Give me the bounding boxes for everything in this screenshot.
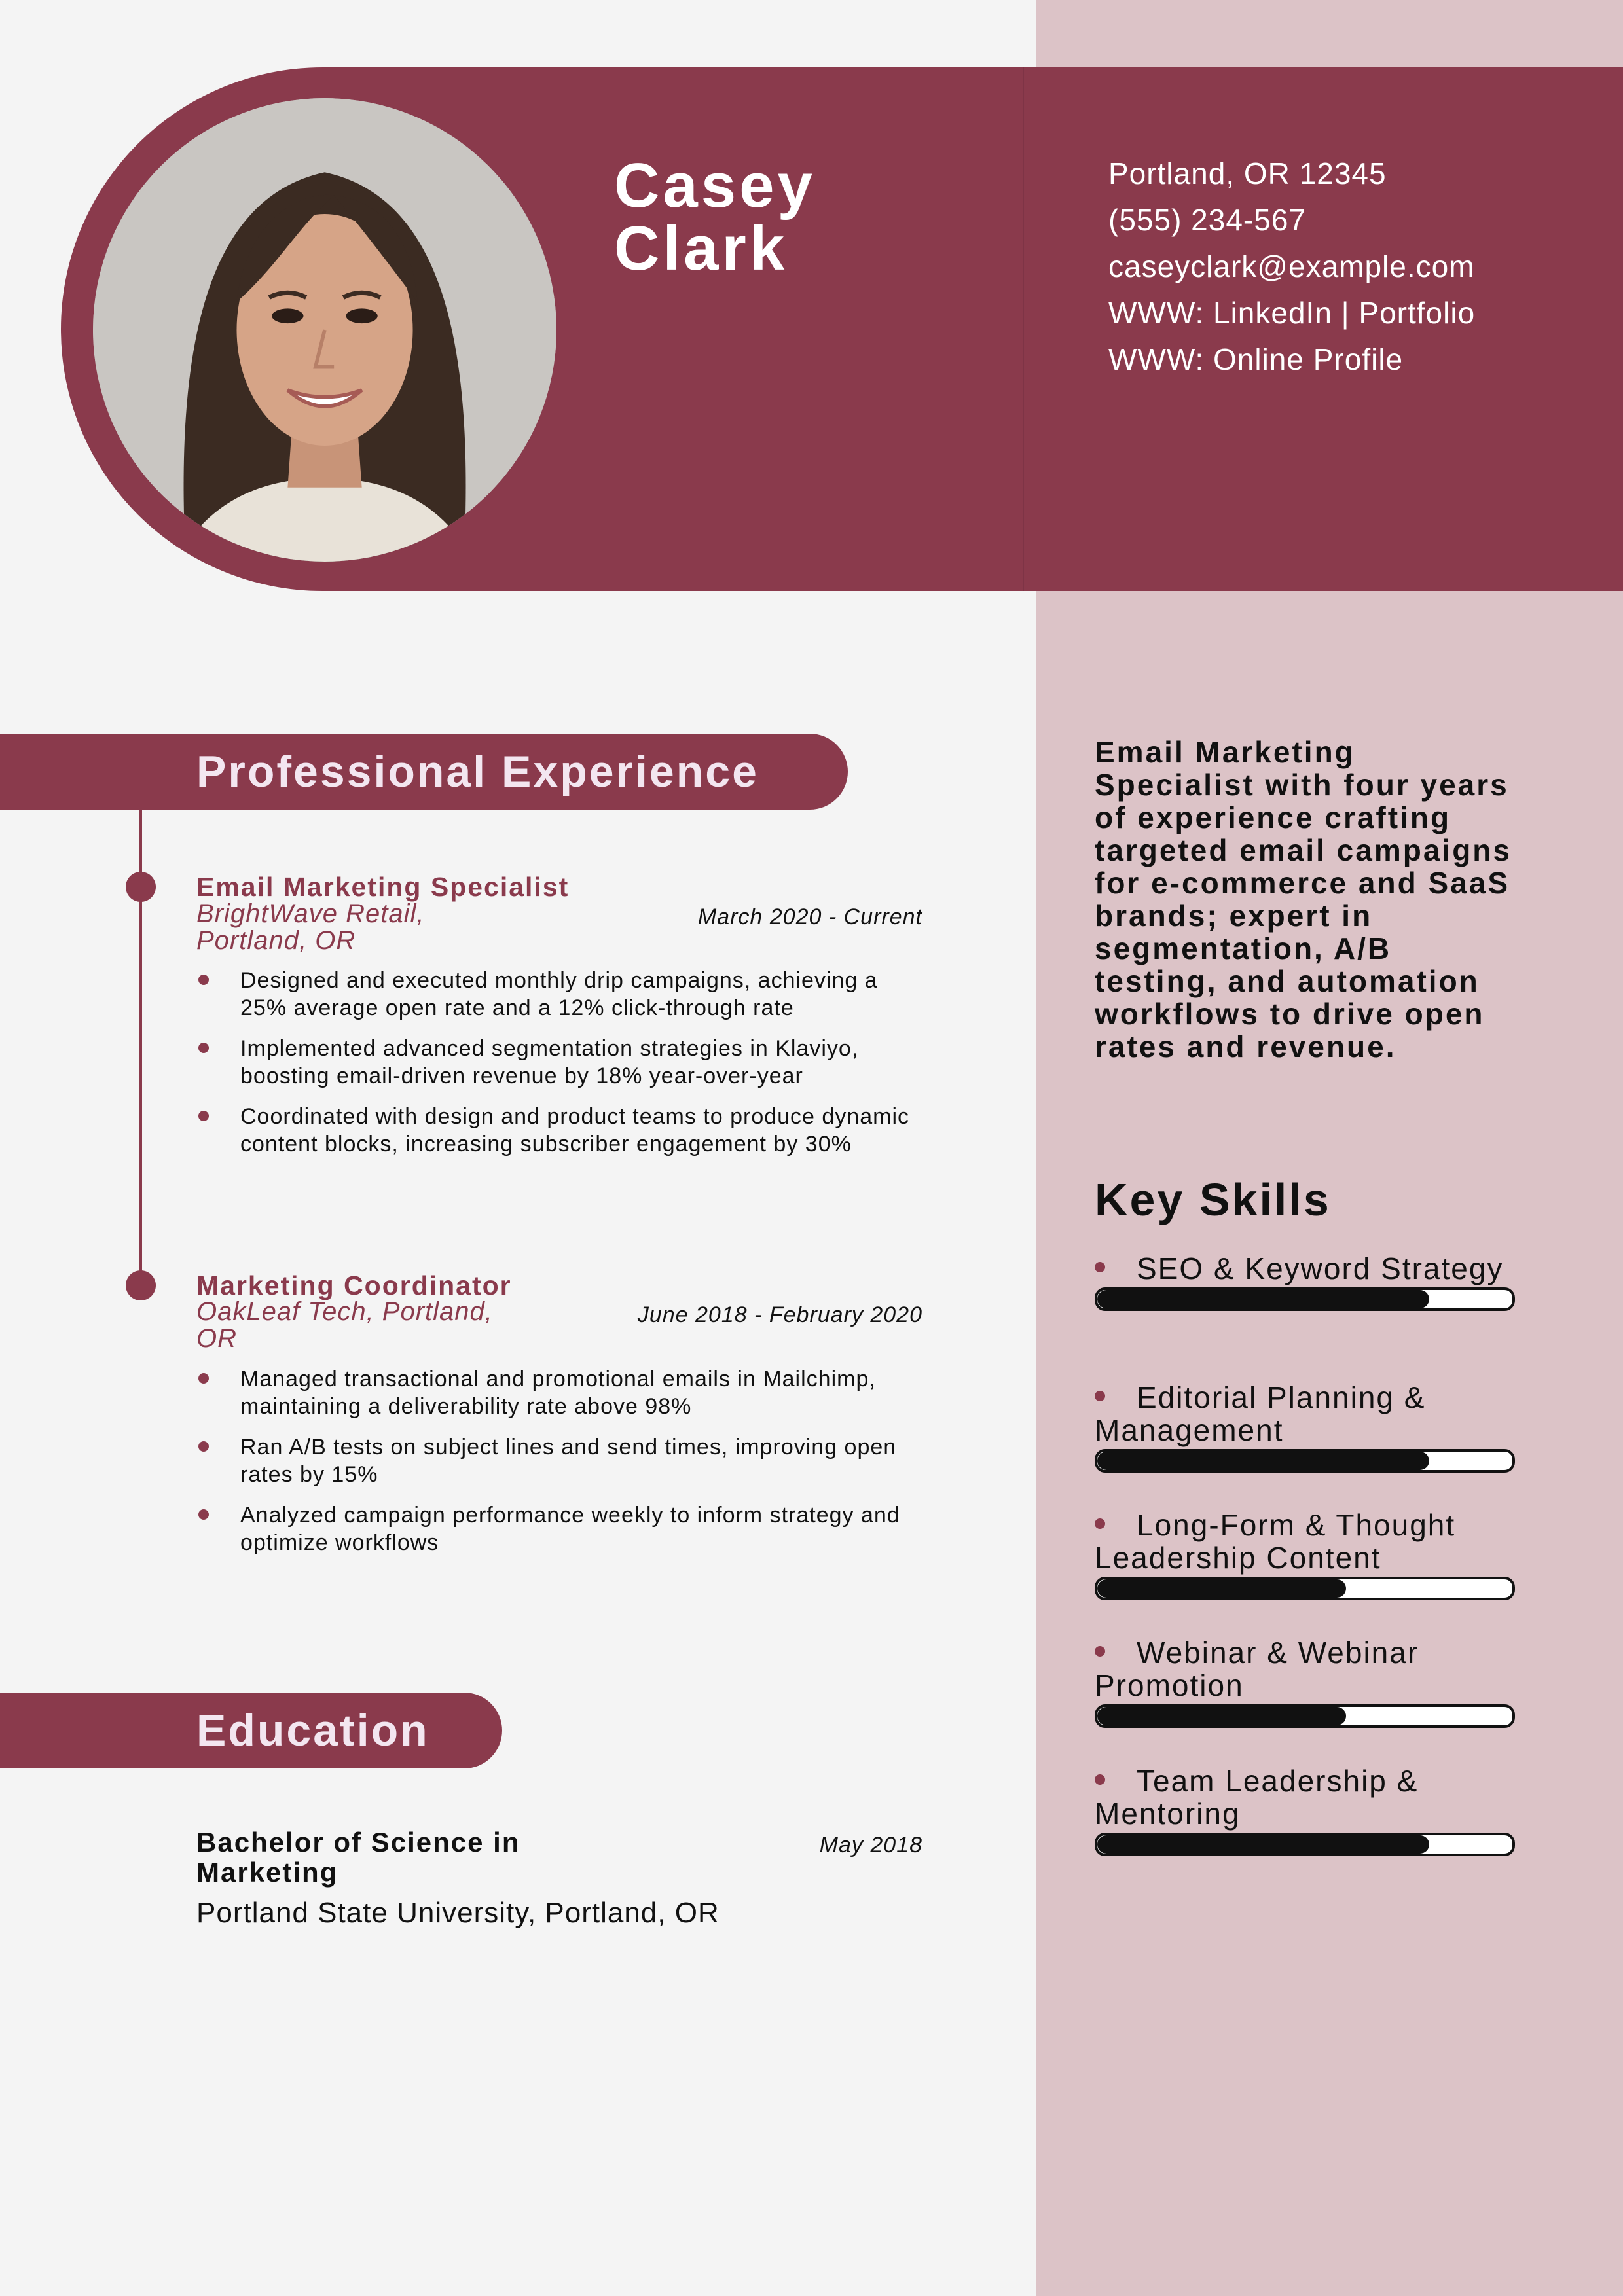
education-date: May 2018 [819, 1833, 922, 1857]
bullet-icon [198, 1043, 209, 1053]
name-first: Casey [614, 151, 816, 221]
job-title: Email Marketing Specialist [196, 872, 570, 902]
skill-label-row [1095, 1636, 1520, 1702]
job-bullets [196, 967, 923, 1171]
job-bullets [196, 1365, 923, 1570]
skill-label-row [1095, 1381, 1520, 1446]
skill-item [1095, 1509, 1520, 1600]
job-dates: March 2020 - Current [697, 905, 922, 929]
skill-label: SEO & Keyword Strategy [1137, 1251, 1504, 1285]
contact-info [1108, 151, 1475, 383]
skill-bar [1095, 1577, 1515, 1600]
skill-label-row [1095, 1509, 1520, 1574]
skill-bar-fill [1097, 1290, 1429, 1308]
list-item [196, 1365, 923, 1420]
job-company [196, 1299, 493, 1352]
bullet-icon [198, 1509, 209, 1520]
timeline-dot [126, 872, 156, 902]
list-item [196, 1035, 923, 1090]
bullet-text: Ran A/B tests on subject lines and send times, improving open rates by 15% [240, 1435, 897, 1487]
skill-label: Webinar & Webinar Promotion [1095, 1636, 1419, 1702]
skill-item [1095, 1381, 1520, 1473]
contact-online-profile[interactable]: WWW: Online Profile [1108, 342, 1404, 376]
skill-bar-fill [1097, 1579, 1346, 1598]
bullet-icon [198, 1441, 209, 1452]
company-line: OR [196, 1324, 237, 1353]
name-last: Clark [614, 213, 788, 283]
contact-links[interactable]: WWW: LinkedIn | Portfolio [1108, 296, 1476, 330]
skills-heading: Key Skills [1095, 1174, 1331, 1225]
portrait-photo [93, 98, 556, 562]
bullet-text: Implemented advanced segmentation strategies in Klaviyo, boosting email-driven revenue by 18% year-over-year [240, 1036, 859, 1088]
bullet-text: Designed and executed monthly drip campaigns, achieving a 25% average open rate and a 12% click-through rate [240, 968, 878, 1020]
skill-label: Team Leadership & Mentoring [1095, 1764, 1419, 1831]
school-name: Portland State University, Portland, OR [196, 1897, 720, 1929]
contact-address: Portland, OR 12345 [1108, 156, 1387, 190]
degree-title: Bachelor of Science in Marketing [196, 1827, 520, 1888]
skill-bar [1095, 1704, 1515, 1728]
skill-item [1095, 1765, 1520, 1856]
bullet-icon [198, 1373, 209, 1384]
professional-summary: Email Marketing Specialist with four years of experience crafting targeted email campaigns for e-commerce and SaaS brands; expert in segmentation, A/B testing, and automation workflows to drive open rates and revenue. [1095, 735, 1512, 1064]
header-divider [1023, 67, 1024, 591]
skill-label: Long-Form & Thought Leadership Content [1095, 1508, 1456, 1575]
skill-item [1095, 1252, 1520, 1311]
job-company [196, 901, 425, 954]
bullet-text: Managed transactional and promotional emails in Mailchimp, maintaining a deliverability rate above 98% [240, 1367, 876, 1419]
portrait-icon [93, 98, 556, 562]
bullet-icon [198, 1111, 209, 1121]
education-heading: Education [196, 1706, 429, 1755]
contact-email[interactable]: caseyclark@example.com [1108, 249, 1475, 283]
company-line: Portland, OR [196, 926, 356, 955]
skill-bar [1095, 1833, 1515, 1856]
company-line: BrightWave Retail, [196, 899, 425, 928]
bullet-icon [1095, 1774, 1105, 1785]
skill-label-row [1095, 1252, 1520, 1285]
list-item [196, 1103, 923, 1158]
bullet-text: Coordinated with design and product teams to produce dynamic content blocks, increasing subscriber engagement by 30% [240, 1104, 910, 1157]
list-item [196, 1501, 923, 1556]
bullet-icon [1095, 1646, 1105, 1657]
bullet-text: Analyzed campaign performance weekly to inform strategy and optimize workflows [240, 1503, 900, 1555]
bullet-icon [1095, 1262, 1105, 1272]
list-item [196, 967, 923, 1022]
company-line: OakLeaf Tech, Portland, [196, 1297, 493, 1326]
timeline-dot [126, 1270, 156, 1300]
skill-item [1095, 1636, 1520, 1728]
job-dates: June 2018 - February 2020 [637, 1302, 922, 1327]
skill-bar [1095, 1287, 1515, 1311]
contact-phone: (555) 234-567 [1108, 203, 1306, 237]
candidate-name [614, 151, 816, 283]
skill-label-row [1095, 1765, 1520, 1830]
bullet-icon [1095, 1391, 1105, 1401]
experience-heading: Professional Experience [196, 747, 759, 797]
bullet-icon [198, 975, 209, 985]
bullet-icon [1095, 1518, 1105, 1529]
skill-bar-fill [1097, 1707, 1346, 1725]
skill-label: Editorial Planning & Management [1095, 1380, 1426, 1447]
job-title: Marketing Coordinator [196, 1270, 512, 1300]
skill-bar [1095, 1449, 1515, 1473]
skill-bar-fill [1097, 1835, 1429, 1854]
skill-bar-fill [1097, 1452, 1429, 1470]
list-item [196, 1433, 923, 1488]
